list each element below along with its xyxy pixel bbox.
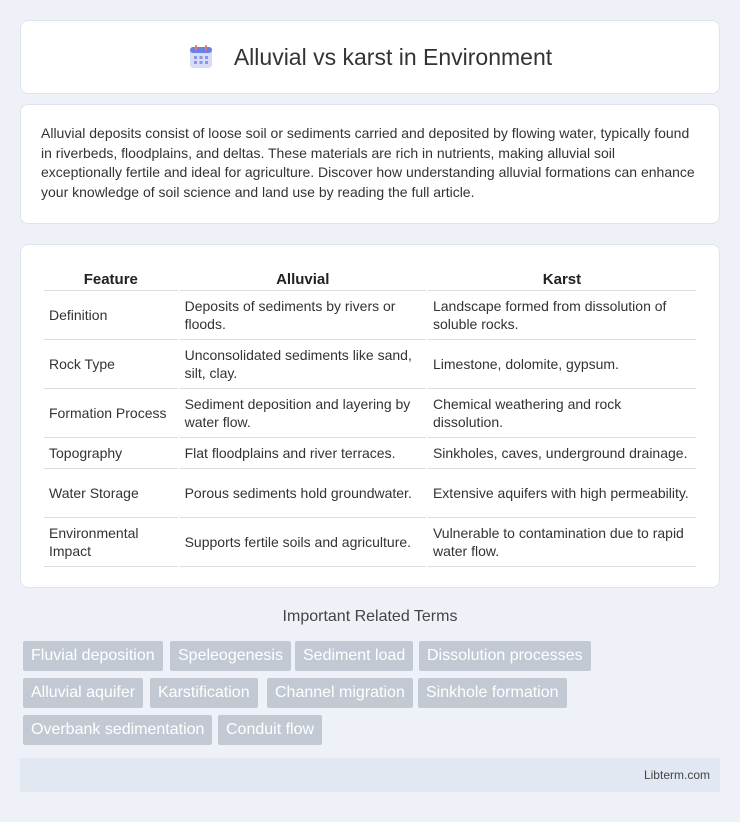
tag-speleogenesis[interactable]: Speleogenesis: [170, 641, 291, 671]
tag-channel-migration[interactable]: Channel migration: [267, 678, 413, 708]
comparison-table-card: [20, 244, 720, 588]
table-row: [44, 469, 696, 518]
table-row: [44, 518, 696, 567]
karst-cell: Landscape formed from dissolution of soluble rocks.: [428, 291, 696, 340]
calendar-icon: [188, 44, 214, 70]
feature-cell: Water Storage: [44, 469, 178, 518]
table-row: [44, 291, 696, 340]
alluvial-cell: Sediment deposition and layering by water flow.: [180, 389, 426, 438]
alluvial-cell: Supports fertile soils and agriculture.: [180, 518, 426, 567]
karst-cell: Sinkholes, caves, underground drainage.: [428, 438, 696, 469]
table-header-row: [44, 265, 696, 291]
alluvial-cell: Deposits of sediments by rivers or floods.: [180, 291, 426, 340]
feature-cell: Rock Type: [44, 340, 178, 389]
tag-overbank-sedimentation[interactable]: Overbank sedimentation: [23, 715, 212, 745]
karst-cell: Limestone, dolomite, gypsum.: [428, 340, 696, 389]
column-header-karst: Karst: [428, 265, 696, 291]
tag-fluvial-deposition[interactable]: Fluvial deposition: [23, 641, 163, 671]
feature-cell: Topography: [44, 438, 178, 469]
tag-dissolution-processes[interactable]: Dissolution processes: [419, 641, 591, 671]
feature-cell: Formation Process: [44, 389, 178, 438]
alluvial-cell: Flat floodplains and river terraces.: [180, 438, 426, 469]
table-row: [44, 340, 696, 389]
karst-cell: Extensive aquifers with high permeability.: [428, 469, 696, 518]
karst-cell: Chemical weathering and rock dissolution.: [428, 389, 696, 438]
footer-site-link[interactable]: Libterm.com: [643, 768, 710, 782]
alluvial-cell: Unconsolidated sediments like sand, silt, clay.: [180, 340, 426, 389]
header-card: [20, 20, 720, 94]
karst-cell: Vulnerable to contamination due to rapid water flow.: [428, 518, 696, 567]
related-terms-title: Important Related Terms: [282, 608, 458, 625]
intro-card: [20, 104, 720, 224]
table-row: [44, 438, 696, 469]
column-header-alluvial: Alluvial: [180, 265, 426, 291]
tag-sediment-load[interactable]: Sediment load: [295, 641, 413, 671]
tag-sinkhole-formation[interactable]: Sinkhole formation: [418, 678, 567, 708]
page-title: Alluvial vs karst in Environment: [233, 43, 553, 70]
feature-cell: Definition: [44, 291, 178, 340]
feature-cell: Environmental Impact: [44, 518, 178, 567]
intro-text: Alluvial deposits consist of loose soil or sediments carried and deposited by flowing water, typically found in riverbeds, floodplains, and deltas. These materials are rich in nutrients, making alluvial soil exceptionally fertile and ideal for agriculture. Discover how understanding alluvial formations can enhance your knowledge of soil science and land use by reading the full article.: [41, 125, 695, 200]
table-row: [44, 389, 696, 438]
tag-alluvial-aquifer[interactable]: Alluvial aquifer: [23, 678, 143, 708]
tag-karstification[interactable]: Karstification: [150, 678, 258, 708]
tag-conduit-flow[interactable]: Conduit flow: [218, 715, 322, 745]
alluvial-cell: Porous sediments hold groundwater.: [180, 469, 426, 518]
footer: [20, 758, 720, 792]
comparison-table: [42, 265, 698, 567]
column-header-feature: Feature: [44, 265, 178, 291]
